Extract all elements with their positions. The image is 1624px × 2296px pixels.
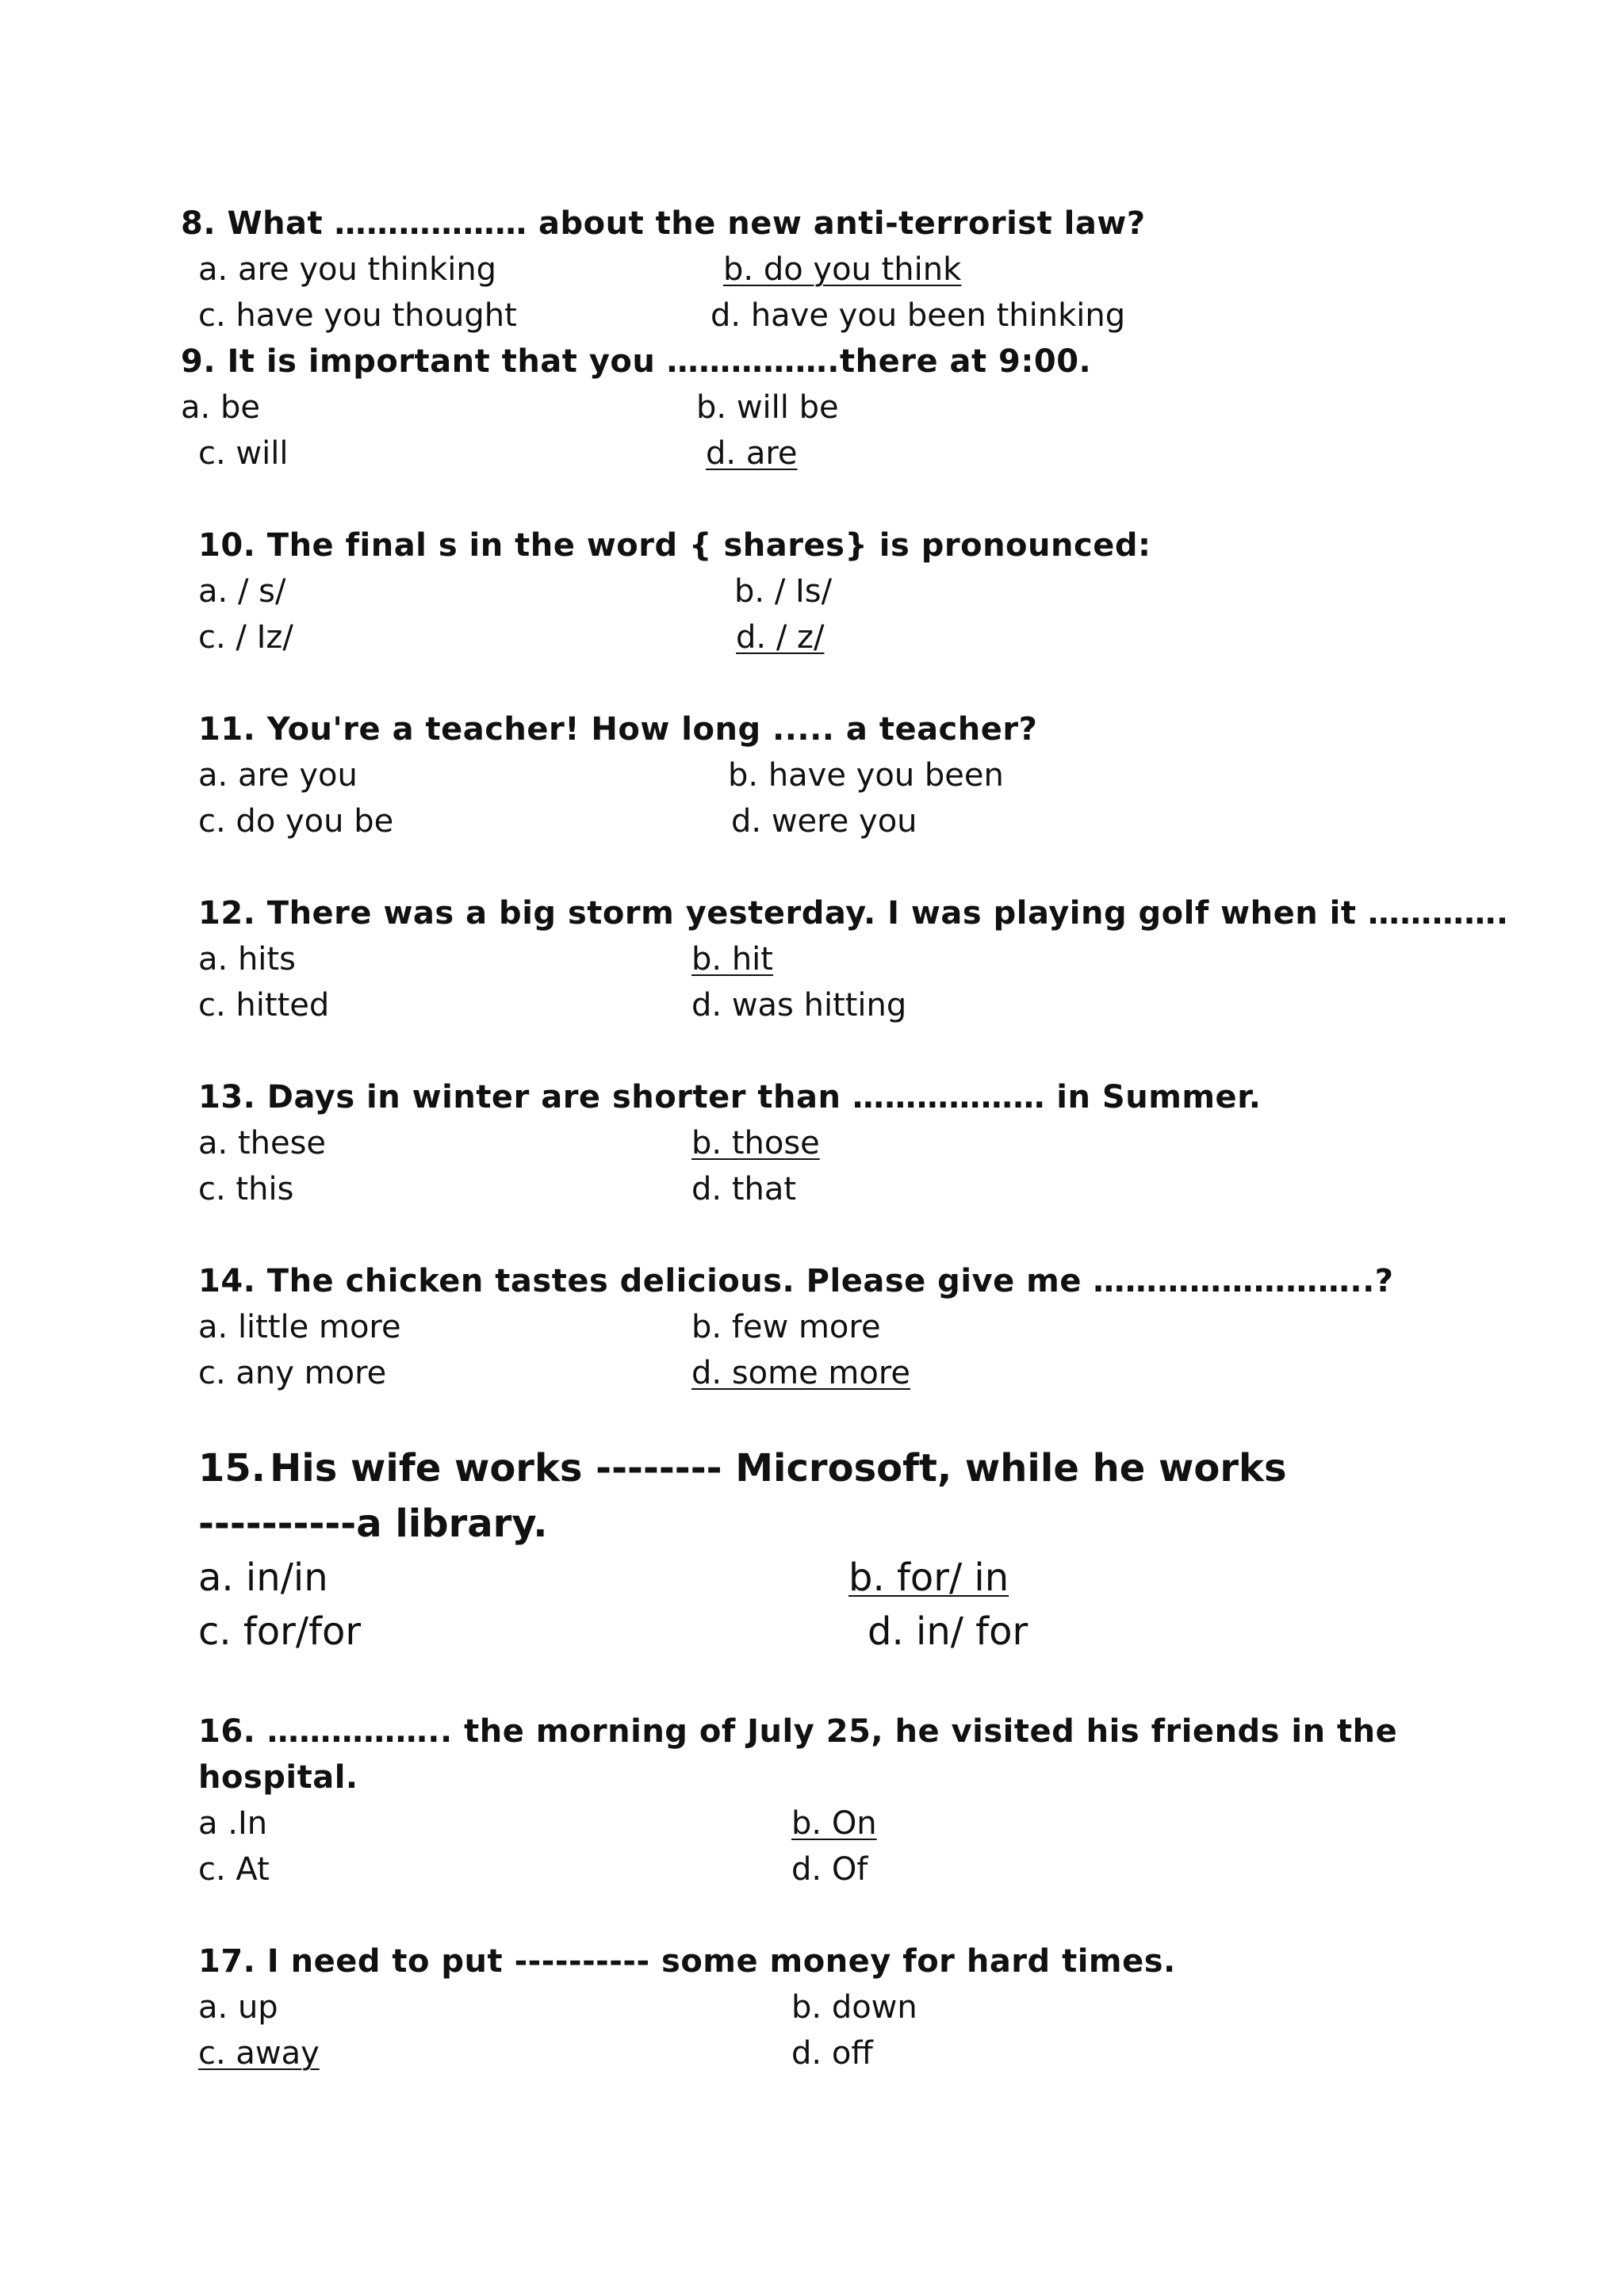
question-12-option-d: d. was hitting (691, 987, 907, 1024)
question-9-stem: 9. It is important that you …………….there at 9:00. (181, 343, 1092, 380)
question-10-option-a: a. / s/ (198, 573, 286, 610)
question-15-stem-line2: ----------a library. (198, 1502, 548, 1546)
question-11-option-c: c. do you be (198, 803, 394, 840)
question-8-stem: 8. What ……………… about the new anti-terrorist law? (181, 205, 1146, 242)
question-14-option-a: a. little more (198, 1309, 401, 1345)
question-8-option-a: a. are you thinking (198, 251, 497, 288)
question-10-option-b: b. / Is/ (734, 573, 833, 610)
question-12-option-a: a. hits (198, 941, 296, 978)
question-16-stem-line2: hospital. (198, 1759, 358, 1796)
question-9-option-b: b. will be (696, 389, 839, 426)
question-11-option-b: b. have you been (728, 757, 1004, 794)
question-16-stem-line1: 16. …………….. the morning of July 25, he visited his friends in the (198, 1713, 1398, 1750)
question-16-option-c: c. At (198, 1851, 270, 1888)
question-14-option-c: c. any more (198, 1355, 387, 1391)
question-17-option-d: d. off (791, 2035, 873, 2072)
question-17-stem: 17. I need to put ---------- some money for hard times. (198, 1943, 1176, 1980)
question-8-option-b-answer: b. do you think (723, 251, 962, 288)
question-17-option-c-answer: c. away (198, 2035, 320, 2072)
question-15-option-d: d. in/ for (868, 1609, 1028, 1654)
question-11-stem: 11. You're a teacher! How long ..... a teacher? (198, 711, 1038, 748)
question-14-stem: 14. The chicken tastes delicious. Please give me ……………………..? (198, 1263, 1394, 1299)
question-9-option-c: c. will (198, 435, 289, 472)
question-13-option-b-answer: b. those (691, 1125, 820, 1161)
question-15-option-c: c. for/for (198, 1609, 362, 1654)
question-9-option-a: a. be (181, 389, 260, 426)
question-15-option-b-answer: b. for/ in (848, 1556, 1009, 1600)
question-8-option-c: c. have you thought (198, 297, 517, 334)
question-17-option-b: b. down (791, 1989, 917, 2026)
question-14-option-b: b. few more (691, 1309, 881, 1345)
question-15-number: 15. (198, 1446, 266, 1490)
question-13-option-d: d. that (691, 1171, 797, 1207)
question-10-option-d-answer: d. / z/ (736, 619, 825, 656)
question-11-option-d: d. were you (731, 803, 917, 840)
question-10-stem: 10. The final s in the word { shares} is pronounced: (198, 527, 1151, 564)
question-14-option-d-answer: d. some more (691, 1355, 911, 1391)
question-15-option-a: a. in/in (198, 1556, 328, 1600)
question-13-option-c: c. this (198, 1171, 294, 1207)
question-15-stem-line1 (198, 1446, 1287, 1490)
question-9-option-d-answer: d. are (706, 435, 798, 472)
question-12-option-c: c. hitted (198, 987, 330, 1024)
question-16-option-a: a .In (198, 1805, 268, 1842)
question-12-stem: 12. There was a big storm yesterday. I was playing golf when it …………. (198, 895, 1509, 932)
question-17-option-a: a. up (198, 1989, 278, 2026)
question-16-option-b-answer: b. On (791, 1805, 877, 1842)
question-11-option-a: a. are you (198, 757, 358, 794)
question-16-option-d: d. Of (791, 1851, 868, 1888)
question-12-option-b-answer: b. hit (691, 941, 773, 978)
question-15-stem-text: His wife works -------- Microsoft, while he works (270, 1446, 1287, 1490)
question-13-stem: 13. Days in winter are shorter than ……………… in Summer. (198, 1079, 1262, 1115)
question-8-option-d: d. have you been thinking (710, 297, 1126, 334)
question-13-option-a: a. these (198, 1125, 327, 1161)
question-10-option-c: c. / Iz/ (198, 619, 293, 656)
